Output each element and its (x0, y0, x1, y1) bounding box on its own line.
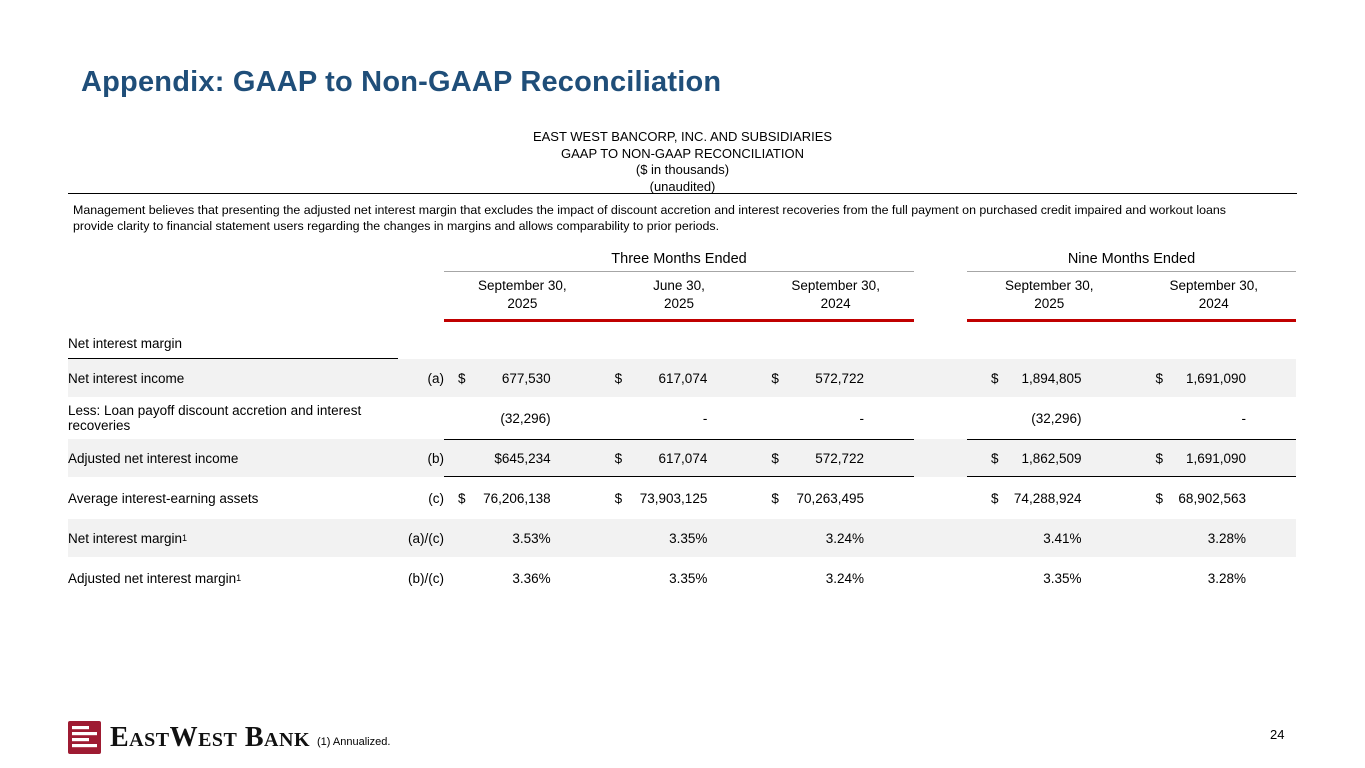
row-ref: (a) (427, 370, 444, 386)
nine-months-values (967, 439, 1296, 477)
value-cell (1132, 359, 1297, 397)
value-cell (601, 440, 758, 476)
statement-header-units: ($ in thousands) (635, 162, 730, 177)
value-cell (601, 559, 758, 597)
three-months-values (444, 519, 914, 557)
cell-value: - (702, 410, 708, 426)
row-label: Less: Loan payoff discount accretion and interest recoveries (68, 403, 362, 433)
value-cell (1132, 559, 1297, 597)
cell-value: 572,722 (815, 450, 865, 466)
column-header-line: 2025 (1034, 295, 1065, 311)
value-cell (967, 559, 1132, 597)
value-cell (757, 440, 914, 476)
cell-value: $645,234 (494, 450, 551, 466)
value-cell (444, 559, 601, 597)
cell-value: 572,722 (815, 370, 865, 386)
cell-value: (32,296) (1031, 410, 1082, 426)
table-row (68, 399, 1296, 437)
row-ref: (b)/(c) (408, 570, 444, 586)
currency-symbol: $ (614, 450, 623, 466)
currency-symbol: $ (771, 490, 779, 506)
currency-symbol: $ (771, 370, 779, 386)
value-cell (757, 359, 914, 397)
cell-value: 1,862,509 (1021, 450, 1082, 466)
cell-value: 1,894,805 (1021, 370, 1082, 386)
table-body (68, 359, 1296, 597)
value-cell (967, 359, 1132, 397)
cell-value: 3.28% (1207, 570, 1246, 586)
table-row (68, 439, 1296, 477)
column-header-line: June 30, (653, 278, 705, 293)
nine-months-values (967, 359, 1296, 397)
value-cell (444, 399, 601, 437)
table-row (68, 479, 1296, 517)
value-cell (444, 479, 601, 517)
column-gap (914, 479, 967, 517)
statement-header (0, 129, 1365, 195)
cell-value: 3.24% (825, 570, 865, 586)
nine-months-values (967, 479, 1296, 517)
column-gap (914, 559, 967, 597)
header-ref-spacer (398, 277, 444, 322)
cell-value: - (1241, 410, 1246, 426)
cell-value: 3.35% (669, 570, 708, 586)
row-label: Adjusted net interest margin 1 (68, 570, 242, 586)
cell-value: 3.35% (669, 530, 708, 546)
header-label-spacer (68, 277, 398, 322)
currency-symbol: $ (1155, 490, 1164, 506)
column-header-line: 2024 (1198, 295, 1229, 311)
value-cell (444, 519, 601, 557)
reconciliation-table (68, 251, 1296, 599)
column-gap (914, 399, 967, 437)
footnote-annualized: (1) Annualized. (317, 736, 391, 748)
three-months-values (444, 399, 914, 437)
cell-value: 76,206,138 (483, 490, 551, 506)
value-cell (444, 359, 601, 397)
value-cell (601, 479, 758, 517)
column-header-sep-2024 (757, 277, 914, 312)
cell-value: - (859, 410, 865, 426)
nine-months-values (967, 399, 1296, 437)
table-row (68, 559, 1296, 597)
column-gap (914, 359, 967, 397)
value-cell (1132, 519, 1297, 557)
value-cell (1132, 440, 1297, 476)
currency-symbol: $ (991, 370, 999, 386)
value-cell (967, 479, 1132, 517)
section-label: Net interest margin (68, 322, 398, 359)
nine-months-values (967, 559, 1296, 597)
currency-symbol: $ (614, 490, 623, 506)
column-header-sep-2025 (444, 277, 601, 312)
section-header-row (68, 322, 1296, 359)
value-cell (601, 399, 758, 437)
cell-value: 1,691,090 (1185, 450, 1246, 466)
cell-value: 3.24% (825, 530, 865, 546)
cell-value: 74,288,924 (1013, 490, 1082, 506)
currency-symbol: $ (458, 490, 466, 506)
cell-value: 3.36% (512, 570, 551, 586)
value-cell (757, 479, 914, 517)
column-header-row (68, 277, 1296, 322)
value-cell (1132, 399, 1297, 437)
row-ref: (a)/(c) (408, 530, 444, 546)
column-gap (914, 277, 967, 322)
cell-value: (32,296) (500, 410, 551, 426)
currency-symbol: $ (458, 370, 466, 386)
three-months-values (444, 479, 914, 517)
value-cell (757, 399, 914, 437)
intro-paragraph: Management believes that presenting the adjusted net interest margin that excludes the impact of discount accretion and interest recoveries from the full payment on purchased credit impaired and workout loans provide clarity to financial statement users regarding the changes in margins and allows comparability to prior periods. (73, 203, 1226, 233)
row-label: Net interest margin 1 (68, 530, 188, 546)
currency-symbol: $ (991, 450, 999, 466)
value-cell (757, 519, 914, 557)
currency-symbol: $ (614, 370, 623, 386)
column-header-line: 2024 (820, 295, 851, 311)
column-gap (914, 519, 967, 557)
cell-value: 3.41% (1043, 530, 1082, 546)
row-label: Net interest income (68, 370, 185, 386)
row-ref (398, 399, 444, 437)
currency-symbol: $ (1155, 370, 1164, 386)
bank-logo-icon (68, 721, 101, 754)
currency-symbol: $ (771, 450, 779, 466)
statement-header-title: GAAP TO NON-GAAP RECONCILIATION (561, 145, 804, 161)
three-months-values (444, 559, 914, 597)
column-gap (914, 439, 967, 477)
cell-value: 73,903,125 (639, 490, 708, 506)
nine-months-columns (967, 277, 1296, 322)
currency-symbol: $ (1155, 450, 1164, 466)
currency-symbol: $ (991, 490, 999, 506)
cell-value: 68,902,563 (1178, 490, 1246, 506)
cell-value: 70,263,495 (796, 490, 865, 506)
row-ref: (b) (427, 450, 444, 466)
statement-header-company: EAST WEST BANCORP, INC. AND SUBSIDIARIES (532, 129, 833, 144)
horizontal-divider (68, 193, 1297, 194)
cell-value: 677,530 (501, 370, 551, 386)
cell-value: 3.28% (1207, 530, 1246, 546)
column-header-jun-2025 (601, 277, 758, 312)
column-header-sep-2025-ytd (967, 277, 1132, 312)
row-ref: (c) (428, 490, 444, 506)
nine-months-values (967, 519, 1296, 557)
cell-value: 3.53% (512, 530, 551, 546)
row-label: Adjusted net interest income (68, 450, 239, 466)
column-header-line: September 30, (1169, 278, 1259, 293)
value-cell (757, 559, 914, 597)
column-header-line: September 30, (791, 278, 880, 293)
column-header-line: 2025 (507, 295, 538, 311)
table-row (68, 519, 1296, 557)
statement-header-unaudited: (unaudited) (649, 178, 716, 194)
value-cell (967, 519, 1132, 557)
group-header-row (68, 251, 1296, 272)
column-header-line: 2025 (663, 295, 695, 311)
value-cell (1132, 479, 1297, 517)
table-row (68, 359, 1296, 397)
cell-value: 3.35% (1043, 570, 1082, 586)
column-header-sep-2024-ytd (1132, 277, 1297, 312)
bank-logo-text: EastWest Bank (110, 721, 311, 753)
value-cell (444, 440, 601, 476)
column-header-line: September 30, (478, 278, 567, 293)
cell-value: 1,691,090 (1185, 370, 1246, 386)
page-number: 24 (1270, 727, 1285, 742)
group-header-three-months: Three Months Ended (444, 251, 914, 272)
page-title: Appendix: GAAP to Non-GAAP Reconciliation (81, 66, 722, 98)
bank-logo (68, 721, 310, 754)
value-cell (967, 440, 1132, 476)
three-months-columns (444, 277, 914, 322)
three-months-values (444, 439, 914, 477)
column-header-line: September 30, (1004, 278, 1094, 293)
three-months-values (444, 359, 914, 397)
cell-value: 617,074 (658, 370, 708, 386)
row-label: Average interest-earning assets (68, 490, 259, 506)
value-cell (967, 399, 1132, 437)
value-cell (601, 359, 758, 397)
cell-value: 617,074 (658, 450, 708, 466)
group-header-nine-months: Nine Months Ended (967, 251, 1296, 272)
value-cell (601, 519, 758, 557)
